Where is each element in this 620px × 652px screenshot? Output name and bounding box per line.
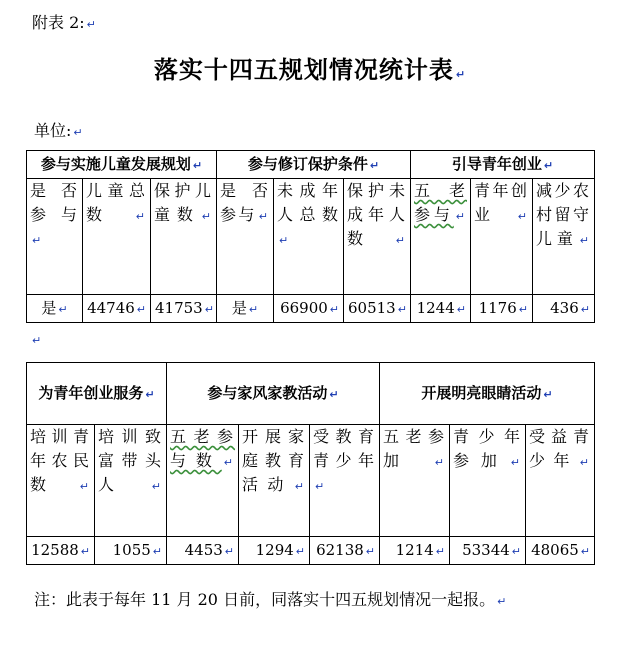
table-cell: 62138 ↵ xyxy=(310,537,380,565)
unit-label: 单位: ↵ xyxy=(34,121,83,140)
column-header: 青少年参加 ↵ xyxy=(450,425,526,537)
table-cell: 1214 ↵ xyxy=(380,537,450,565)
column-header: 未成年人总数↵ xyxy=(274,179,344,295)
column-header: 受益青少年 ↵ xyxy=(526,425,595,537)
table-cell: 1055 ↵ xyxy=(95,537,167,565)
column-header: 儿童总数 ↵ xyxy=(83,179,151,295)
group-header: 为青年创业服务 ↵ xyxy=(27,363,167,425)
table-cell: 41753 ↵ xyxy=(151,295,217,323)
column-header: 保护未成年人数 ↵ xyxy=(344,179,411,295)
page-title: 落实十四五规划情况统计表 ↵ xyxy=(153,55,467,84)
table-cell: 53344 ↵ xyxy=(450,537,526,565)
group-header: 参与实施儿童发展规划 ↵ xyxy=(27,151,217,179)
table-cell: 1176 ↵ xyxy=(471,295,533,323)
attachment-label: 附表 2: ↵ xyxy=(32,13,96,32)
column-header: 五老参加 ↵ xyxy=(380,425,450,537)
footnote: 注：此表于每年 11 月 20 日前，同落实十四五规划情况一起报。 ↵ xyxy=(34,590,507,609)
column-header: 五老参与 ↵ xyxy=(411,179,471,295)
table-cell: 4453 ↵ xyxy=(167,537,239,565)
column-header: 五老参与数 ↵ xyxy=(167,425,239,537)
column-header: 青年创业 ↵ xyxy=(471,179,533,295)
table-cell: 66900 ↵ xyxy=(274,295,344,323)
stats-table-2 xyxy=(26,362,595,565)
column-header: 是否参与↵ xyxy=(27,179,83,295)
table-cell: 44746 ↵ xyxy=(83,295,151,323)
column-header: 培训致富带头人 ↵ xyxy=(95,425,167,537)
table-cell: 1294 ↵ xyxy=(239,537,310,565)
stats-table-1 xyxy=(26,150,595,323)
group-header: 参与修订保护条件 ↵ xyxy=(217,151,411,179)
paragraph-mark: ↵ xyxy=(32,334,42,347)
table-cell: 是 ↵ xyxy=(217,295,274,323)
column-header: 受教育青少年↵ xyxy=(310,425,380,537)
column-header: 减少农村留守儿童 ↵ xyxy=(533,179,595,295)
group-header: 参与家风家教活动 ↵ xyxy=(167,363,380,425)
table-cell: 1244 ↵ xyxy=(411,295,471,323)
column-header: 开展家庭教育活动 ↵ xyxy=(239,425,310,537)
column-header: 培训青年农民数 ↵ xyxy=(27,425,95,537)
table-cell: 48065 ↵ xyxy=(526,537,595,565)
table-cell: 是 ↵ xyxy=(27,295,83,323)
group-header: 开展明亮眼睛活动 ↵ xyxy=(380,363,595,425)
group-header: 引导青年创业 ↵ xyxy=(411,151,595,179)
table-cell: 436 ↵ xyxy=(533,295,595,323)
table-cell: 60513 ↵ xyxy=(344,295,411,323)
column-header: 保护儿童数 ↵ xyxy=(151,179,217,295)
column-header: 是否参与 ↵ xyxy=(217,179,274,295)
table-cell: 12588 ↵ xyxy=(27,537,95,565)
